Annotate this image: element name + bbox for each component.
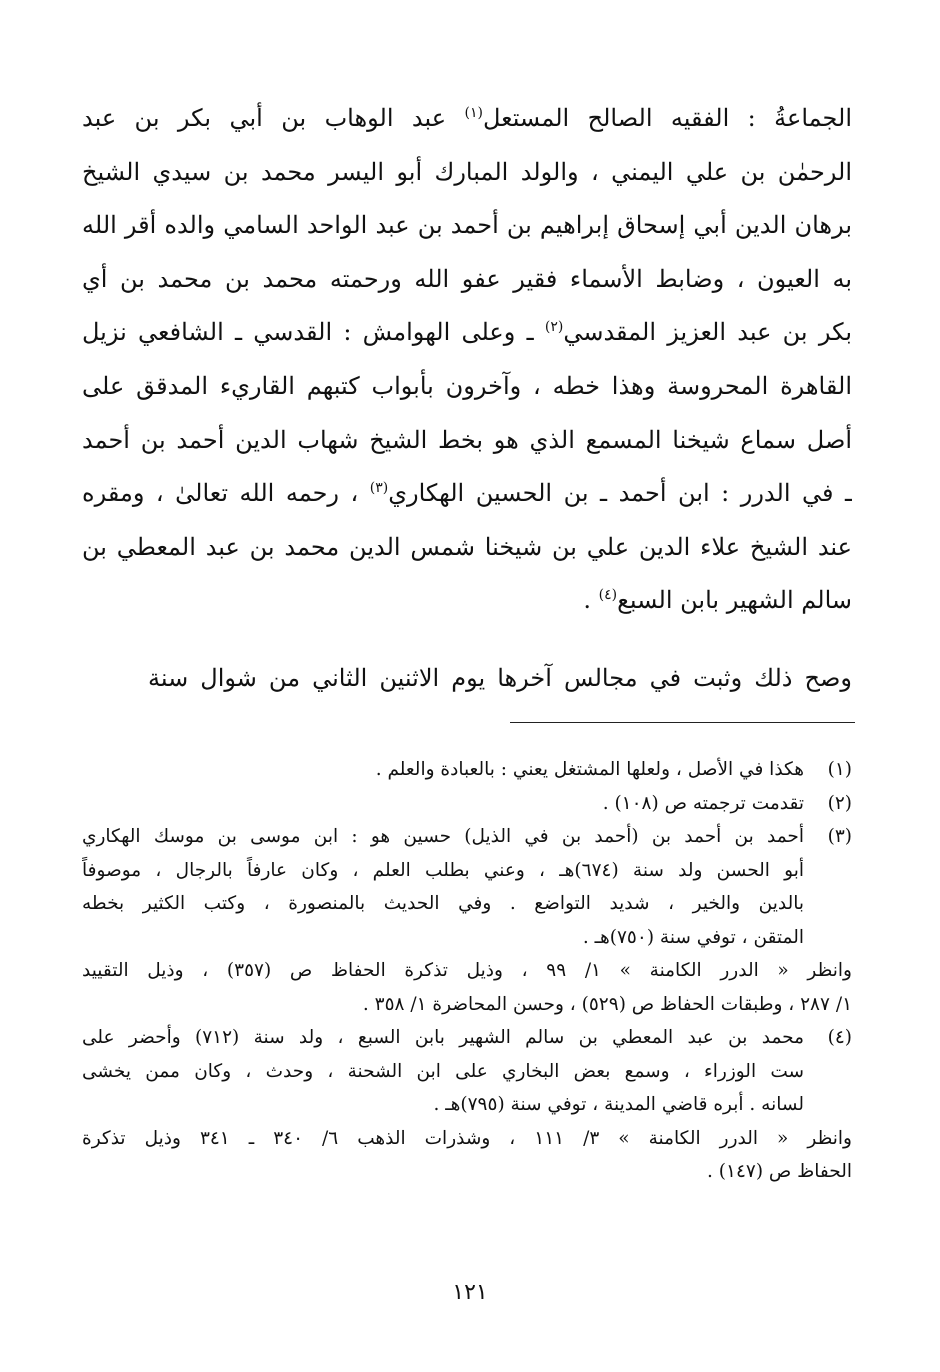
main-text-line <box>82 414 852 468</box>
main-text-line <box>82 199 852 253</box>
footnote-number: (٤) <box>827 1027 852 1048</box>
line-text: برهان الدين أبي إسحاق إبراهيم بن أحمد بن عبد الواحد السامي والده أقر الله <box>82 211 852 240</box>
footnote-separator <box>510 722 855 723</box>
footnote-number: (١) <box>827 759 852 780</box>
footnote-line: أحمد بن أحمد بن (أحمد بن في الذيل) حسين هو : ابن موسى بن موسك الهكاري <box>82 826 804 847</box>
footnote-line: لسانه . أبره قاضي المدينة ، توفي سنة (٧٩٥)هـ . <box>433 1094 804 1115</box>
footnote-ref-2[interactable]: (٢) <box>544 319 564 336</box>
main-text-line <box>82 306 852 360</box>
footnote-line: محمد بن عبد المعطي بن سالم الشهير بابن السبع ، ولد سنة (٧١٢) وأحضر على <box>82 1027 804 1048</box>
line-text: بكر بن عبد العزيز المقدسي <box>563 318 852 347</box>
footnote-4 <box>82 1021 852 1122</box>
footnote-ref-4[interactable]: (٤) <box>598 587 618 604</box>
main-text-line <box>82 360 852 414</box>
footnote-3 <box>82 820 852 954</box>
footnote-2 <box>82 787 852 821</box>
line-text: أصل سماع شيخنا المسمع الذي هو بخط الشيخ شهاب الدين أحمد بن أحمد <box>82 425 852 454</box>
main-text-line <box>82 253 852 307</box>
footnote-line: وانظر « الدرر الكامنة » ١/ ٩٩ ، وذيل تذكرة الحفاظ ص (٣٥٧) ، وذيل التقييد <box>82 960 852 981</box>
footnote-ref-3[interactable]: (٣) <box>369 480 389 497</box>
line-text: به العيون ، وضابط الأسماء فقير عفو الله ورحمته محمد بن محمد بن أي <box>82 264 852 293</box>
footnote-body <box>82 1021 804 1122</box>
footnotes <box>82 753 852 1189</box>
footnote-line: تقدمت ترجمته ص (١٠٨) . <box>602 792 804 814</box>
footnote-line: ست الوزراء ، وسمع بعض البخاري على ابن الشحنة ، وحدث ، وكان ممن يخشى <box>82 1060 804 1082</box>
line-text: القاهرة المحروسة وهذا خطه ، وآخرون بأبواب كتبهم القاريء المدقق على <box>82 371 852 400</box>
footnote-body <box>82 787 804 821</box>
line-text: سالم الشهير بابن السبع <box>617 586 852 615</box>
main-text <box>82 92 852 628</box>
line-text: . <box>583 586 599 615</box>
footnote-4-references <box>82 1122 852 1189</box>
footnote-line: الحفاظ ص (١٤٧) . <box>707 1161 852 1182</box>
footnote-line: المتقن ، توفي سنة (٧٥٠)هـ . <box>582 926 804 948</box>
footnote-number: (٢) <box>827 792 852 814</box>
footnote-ref-1[interactable]: (١) <box>464 105 483 121</box>
line-text: الجماعةُ : الفقيه الصالح المستعل <box>482 104 852 132</box>
line-text: عبد الوهاب بن أبي بكر بن عبد <box>82 104 465 132</box>
footnote-line: ١/ ٢٨٧ ، وطبقات الحفاظ ص (٥٢٩) ، وحسن المحاضرة ١/ ٣٥٨ . <box>362 993 852 1015</box>
main-text-line <box>82 574 852 628</box>
footnote-1 <box>82 753 852 787</box>
footnote-body <box>82 753 804 787</box>
footnote-line: بالدين والخير ، شديد التواضع . وفي الحديث بالمنصورة ، وكتب الكثير بخطه <box>82 893 804 914</box>
footnote-number: (٣) <box>827 826 852 847</box>
page-number: ١٢١ <box>452 1280 488 1305</box>
line-text: عند الشيخ علاء الدين علي بن شيخنا شمس الدين محمد بن عبد المعطي بن <box>82 532 852 561</box>
footnote-line: وانظر « الدرر الكامنة » ٣/ ١١١ ، وشذرات الذهب ٦/ ٣٤٠ ـ ٣٤١ وذيل تذكرة <box>82 1127 852 1149</box>
line-text: ، رحمه الله تعالىٰ ، ومقره <box>82 479 370 508</box>
footnote-body <box>82 954 852 1021</box>
main-text-line <box>82 521 852 575</box>
main-text-line <box>82 467 852 521</box>
footnote-3-references <box>82 954 852 1021</box>
line-text: الرحمٰن بن علي اليمني ، والولد المبارك أبو اليسر محمد بن سيدي الشيخ <box>82 157 852 186</box>
main-text-line <box>82 92 852 146</box>
line-text: ـ وعلى الهوامش : القدسي ـ الشافعي نزيل <box>82 318 545 347</box>
footnote-line: أبو الحسن ولد سنة (٦٧٤)هـ ، وعني بطلب العلم ، وكان عارفاً بالرجال ، موصوفاً <box>82 859 804 881</box>
line-text: ـ في الدرر : ابن أحمد ـ بن الحسين الهكاري <box>388 479 852 508</box>
main-text-line <box>82 146 852 200</box>
footnote-body <box>82 1122 852 1189</box>
footnote-line: هكذا في الأصل ، ولعلها المشتغل يعني : بالعبادة والعلم . <box>375 759 804 780</box>
continuation-paragraph: وصح ذلك وثبت في مجالس آخرها يوم الاثنين الثاني من شوال سنة <box>148 664 852 692</box>
footnote-body <box>82 820 804 954</box>
